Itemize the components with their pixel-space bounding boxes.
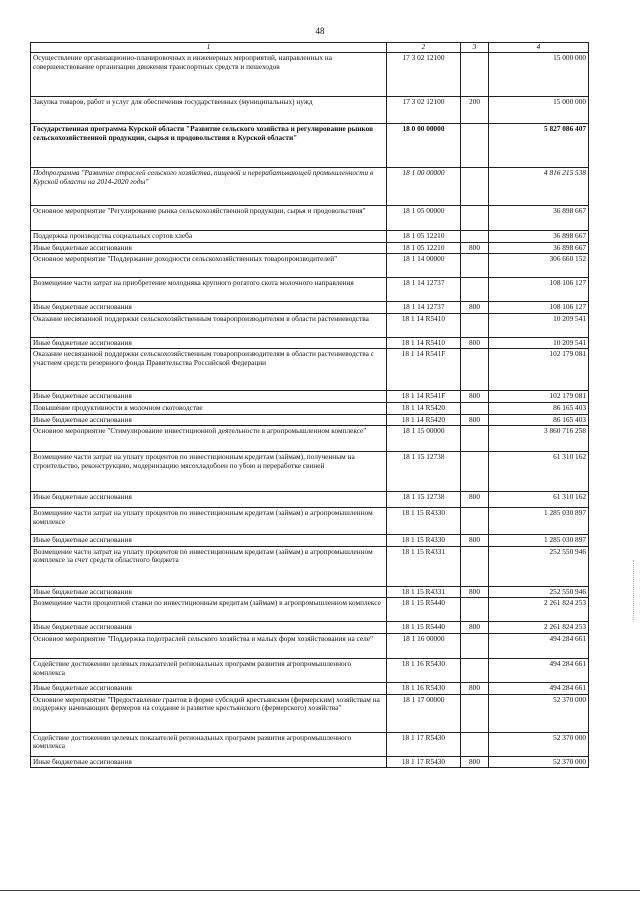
row-type-cell: 800 xyxy=(461,391,489,403)
row-amount-cell: 86 165 403 xyxy=(489,403,589,415)
header-col-1: 1 xyxy=(31,43,387,53)
row-code-cell: 18 1 15 R4331 xyxy=(387,546,461,586)
row-type-cell: 800 xyxy=(461,242,489,254)
row-name-cell: Возмещение части затрат на уплату процентов по инвестиционным кредитам (займам) в агропромышленном комплексе за счет средств областного бюджета xyxy=(31,546,387,586)
row-name-cell: Иные бюджетные ассигнования xyxy=(31,586,387,598)
row-code-cell: 18 1 05 00000 xyxy=(387,206,461,231)
row-type-cell: 800 xyxy=(461,683,489,695)
row-amount-cell: 1 285 030 897 xyxy=(489,535,589,547)
row-code-cell: 18 1 14 R5420 xyxy=(387,414,461,426)
table-row xyxy=(31,278,589,302)
row-name-cell: Иные бюджетные ассигнования xyxy=(31,535,387,547)
table-row xyxy=(31,53,589,97)
table-row xyxy=(31,403,589,415)
row-amount-cell: 2 261 824 253 xyxy=(489,622,589,634)
row-code-cell: 18 1 16 R5430 xyxy=(387,683,461,695)
row-type-cell xyxy=(461,349,489,391)
row-type-cell xyxy=(461,732,489,756)
table-row xyxy=(31,598,589,622)
row-name-cell: Возмещение части затрат на приобретение молодняка крупного рогатого скота молочного направления xyxy=(31,278,387,302)
row-amount-cell: 52 370 000 xyxy=(489,756,589,768)
row-code-cell: 18 1 15 R4330 xyxy=(387,508,461,535)
row-type-cell xyxy=(461,206,489,231)
row-amount-cell: 36 898 667 xyxy=(489,231,589,243)
table-row xyxy=(31,97,589,124)
row-code-cell: 18 1 15 R4331 xyxy=(387,586,461,598)
row-type-cell xyxy=(461,426,489,452)
row-name-cell: Оказание несвязанной поддержки сельскохозяйственным товаропроизводителям в области растениеводства с участием средств резервного фонда Правительства Российской Федерации xyxy=(31,349,387,391)
row-code-cell: 18 1 17 R5430 xyxy=(387,732,461,756)
table-row xyxy=(31,313,589,337)
row-amount-cell: 494 284 661 xyxy=(489,659,589,683)
scan-edge-mark xyxy=(633,560,638,620)
row-type-cell xyxy=(461,546,489,586)
header-col-2: 2 xyxy=(387,43,461,53)
row-name-cell: Осуществление организационно-планировочных и инженерных мероприятий, направленных на совершенствование организации движения транспортных средств и пешеходов xyxy=(31,53,387,97)
table-row xyxy=(31,206,589,231)
table-header-row xyxy=(31,43,589,53)
row-type-cell xyxy=(461,694,489,732)
row-amount-cell: 3 860 716 258 xyxy=(489,426,589,452)
row-amount-cell: 15 000 000 xyxy=(489,53,589,97)
row-code-cell: 18 1 05 12210 xyxy=(387,231,461,243)
row-code-cell: 18 0 00 00000 xyxy=(387,124,461,168)
row-type-cell xyxy=(461,508,489,535)
row-type-cell xyxy=(461,278,489,302)
row-amount-cell: 61 310 162 xyxy=(489,452,589,492)
table-row xyxy=(31,535,589,547)
row-code-cell: 18 1 17 R5430 xyxy=(387,756,461,768)
row-name-cell: Государственная программа Курской области "Развитие сельского хозяйства и регулирование рынков сельскохозяйственной продукции, сырья и продовольствия в Курской области" xyxy=(31,124,387,168)
row-amount-cell: 252 550 946 xyxy=(489,586,589,598)
bottom-rule xyxy=(0,890,640,891)
row-type-cell: 800 xyxy=(461,492,489,508)
row-amount-cell: 36 898 667 xyxy=(489,242,589,254)
row-name-cell: Основное мероприятие "Регулирование рынка сельскохозяйственной продукции, сырья и продовольствия" xyxy=(31,206,387,231)
row-name-cell: Иные бюджетные ассигнования xyxy=(31,337,387,349)
row-amount-cell: 494 284 661 xyxy=(489,683,589,695)
row-type-cell: 200 xyxy=(461,97,489,124)
row-code-cell: 18 1 16 00000 xyxy=(387,634,461,659)
table-row xyxy=(31,586,589,598)
row-amount-cell: 108 106 127 xyxy=(489,278,589,302)
row-code-cell: 18 1 15 12738 xyxy=(387,492,461,508)
row-amount-cell: 1 285 030 897 xyxy=(489,508,589,535)
row-name-cell: Возмещение части затрат на уплату процентов по инвестиционным кредитам (займам) в агропромышленном комплексе xyxy=(31,508,387,535)
row-name-cell: Повышение продуктивности в молочном скотоводстве xyxy=(31,403,387,415)
row-code-cell: 18 1 14 R541F xyxy=(387,349,461,391)
row-code-cell: 18 1 15 00000 xyxy=(387,426,461,452)
row-type-cell: 800 xyxy=(461,586,489,598)
table-row xyxy=(31,659,589,683)
row-code-cell: 18 1 14 R5410 xyxy=(387,337,461,349)
row-code-cell: 18 1 05 12210 xyxy=(387,242,461,254)
row-amount-cell: 4 816 215 538 xyxy=(489,168,589,206)
table-row xyxy=(31,337,589,349)
row-amount-cell: 61 310 162 xyxy=(489,492,589,508)
row-type-cell xyxy=(461,598,489,622)
row-type-cell: 800 xyxy=(461,535,489,547)
row-name-cell: Поддержка производства социальных сортов хлеба xyxy=(31,231,387,243)
row-code-cell: 18 1 15 R5440 xyxy=(387,598,461,622)
row-code-cell: 18 1 14 12737 xyxy=(387,302,461,314)
row-amount-cell: 52 370 000 xyxy=(489,732,589,756)
row-amount-cell: 108 106 127 xyxy=(489,302,589,314)
table-row xyxy=(31,508,589,535)
table-row xyxy=(31,732,589,756)
row-type-cell xyxy=(461,53,489,97)
row-code-cell: 18 1 16 R5430 xyxy=(387,659,461,683)
row-amount-cell: 306 660 152 xyxy=(489,254,589,278)
table-row xyxy=(31,349,589,391)
row-name-cell: Иные бюджетные ассигнования xyxy=(31,492,387,508)
row-type-cell xyxy=(461,231,489,243)
row-name-cell: Основное мероприятие "Поддержание доходности сельскохозяйственных товаропроизводителей" xyxy=(31,254,387,278)
row-name-cell: Возмещение части затрат на уплату процентов по инвестиционным кредитам (займам), полученным на строительство, реконструкцию, модернизацию мясохладобоен по убою и переработке свиней xyxy=(31,452,387,492)
budget-table xyxy=(30,42,589,768)
row-amount-cell: 494 284 661 xyxy=(489,634,589,659)
row-amount-cell: 2 261 824 253 xyxy=(489,598,589,622)
row-name-cell: Содействие достижению целевых показателей региональных программ развития агропромышленного комплекса xyxy=(31,659,387,683)
row-code-cell: 18 1 14 R541F xyxy=(387,391,461,403)
row-code-cell: 17 3 02 12100 xyxy=(387,53,461,97)
row-type-cell xyxy=(461,313,489,337)
row-amount-cell: 5 827 086 407 xyxy=(489,124,589,168)
row-type-cell: 800 xyxy=(461,414,489,426)
table-row xyxy=(31,168,589,206)
row-name-cell: Иные бюджетные ассигнования xyxy=(31,756,387,768)
table-row xyxy=(31,231,589,243)
row-type-cell xyxy=(461,168,489,206)
row-type-cell: 800 xyxy=(461,756,489,768)
row-code-cell: 18 1 15 R4330 xyxy=(387,535,461,547)
row-name-cell: Основное мероприятие "Предоставление грантов в форме субсидий крестьянским (фермерским) хозяйствам на поддержку начинающих фермеров на создание и развитие крестьянского (фермерского) хозяйства" xyxy=(31,694,387,732)
row-code-cell: 18 1 14 R5410 xyxy=(387,313,461,337)
row-code-cell: 17 3 02 12100 xyxy=(387,97,461,124)
row-amount-cell: 52 370 000 xyxy=(489,694,589,732)
row-amount-cell: 102 179 081 xyxy=(489,349,589,391)
row-type-cell: 800 xyxy=(461,622,489,634)
table-row xyxy=(31,124,589,168)
table-row xyxy=(31,426,589,452)
row-code-cell: 18 1 15 12738 xyxy=(387,452,461,492)
table-row xyxy=(31,622,589,634)
table-row xyxy=(31,302,589,314)
row-type-cell xyxy=(461,124,489,168)
table-row xyxy=(31,634,589,659)
table-row xyxy=(31,242,589,254)
row-type-cell xyxy=(461,254,489,278)
row-type-cell: 800 xyxy=(461,302,489,314)
row-amount-cell: 10 209 541 xyxy=(489,313,589,337)
row-type-cell xyxy=(461,452,489,492)
row-amount-cell: 86 165 403 xyxy=(489,414,589,426)
table-row xyxy=(31,414,589,426)
row-amount-cell: 10 209 541 xyxy=(489,337,589,349)
row-name-cell: Иные бюджетные ассигнования xyxy=(31,683,387,695)
row-name-cell: Основное мероприятие "Поддержка подотраслей сельского хозяйства и малых форм хозяйствования на селе" xyxy=(31,634,387,659)
row-code-cell: 18 1 14 00000 xyxy=(387,254,461,278)
row-amount-cell: 102 179 081 xyxy=(489,391,589,403)
row-name-cell: Основное мероприятие "Стимулирование инвестиционной деятельности в агропромышленном комплексе" xyxy=(31,426,387,452)
row-type-cell xyxy=(461,659,489,683)
row-type-cell xyxy=(461,634,489,659)
header-col-4: 4 xyxy=(489,43,589,53)
row-name-cell: Иные бюджетные ассигнования xyxy=(31,242,387,254)
row-code-cell: 18 1 14 R5420 xyxy=(387,403,461,415)
row-code-cell: 18 1 15 R5440 xyxy=(387,622,461,634)
table-row xyxy=(31,391,589,403)
row-code-cell: 18 1 17 00000 xyxy=(387,694,461,732)
row-name-cell: Закупка товаров, работ и услуг для обеспечения государственных (муниципальных) нужд xyxy=(31,97,387,124)
header-col-3: 3 xyxy=(461,43,489,53)
row-name-cell: Иные бюджетные ассигнования xyxy=(31,391,387,403)
table-row xyxy=(31,756,589,768)
row-code-cell: 18 1 14 12737 xyxy=(387,278,461,302)
row-name-cell: Содействие достижению целевых показателей региональных программ развития агропромышленного комплекса xyxy=(31,732,387,756)
row-name-cell: Иные бюджетные ассигнования xyxy=(31,302,387,314)
row-amount-cell: 15 000 000 xyxy=(489,97,589,124)
table-row xyxy=(31,492,589,508)
page-number: 48 xyxy=(315,26,325,36)
row-name-cell: Возмещение части процентной ставки по инвестиционным кредитам (займам) в агропромышленном комплексе xyxy=(31,598,387,622)
table-row xyxy=(31,452,589,492)
table-row xyxy=(31,694,589,732)
row-amount-cell: 252 550 946 xyxy=(489,546,589,586)
row-name-cell: Оказание несвязанной поддержки сельскохозяйственным товаропроизводителям в области растениеводства xyxy=(31,313,387,337)
row-type-cell: 800 xyxy=(461,337,489,349)
row-code-cell: 18 1 00 00000 xyxy=(387,168,461,206)
table-row xyxy=(31,254,589,278)
row-name-cell: Иные бюджетные ассигнования xyxy=(31,414,387,426)
row-type-cell xyxy=(461,403,489,415)
table-row xyxy=(31,546,589,586)
table-row xyxy=(31,683,589,695)
row-name-cell: Иные бюджетные ассигнования xyxy=(31,622,387,634)
row-name-cell: Подпрограмма "Развитие отраслей сельского хозяйства, пищевой и перерабатывающей промышленности в Курской области на 2014-2020 годы" xyxy=(31,168,387,206)
row-amount-cell: 36 898 667 xyxy=(489,206,589,231)
